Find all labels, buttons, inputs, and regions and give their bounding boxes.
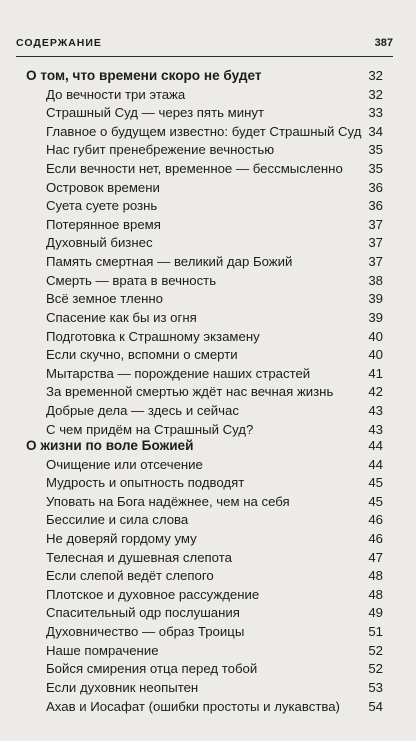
toc-entry-page-number: 49 bbox=[368, 605, 383, 621]
toc-entry-title: Не доверяй гордому уму bbox=[46, 531, 197, 547]
toc-entry bbox=[26, 660, 383, 679]
toc-entry-page-number: 32 bbox=[368, 86, 383, 102]
toc-entry-page-number: 36 bbox=[368, 179, 383, 195]
toc-entry-title: Нас губит пренебрежение вечностью bbox=[46, 142, 275, 158]
toc-entry-page-number: 52 bbox=[368, 661, 383, 677]
toc-entry-page-number: 37 bbox=[368, 216, 383, 232]
toc-section bbox=[26, 437, 383, 716]
toc-entry bbox=[26, 253, 383, 272]
toc-entry-title: Спасение как бы из огня bbox=[46, 309, 197, 325]
toc-entry bbox=[26, 511, 383, 530]
toc-entry bbox=[26, 328, 383, 347]
toc-entry-title: Ахав и Иосафат (ошибки простоты и лукавства) bbox=[46, 698, 340, 714]
toc-entry bbox=[26, 623, 383, 642]
toc-entry-page-number: 33 bbox=[368, 105, 383, 121]
toc-entry bbox=[26, 530, 383, 549]
section-heading-title: О жизни по воле Божией bbox=[26, 438, 194, 453]
toc-entry-title: Спасительный одр послушания bbox=[46, 605, 240, 621]
toc-entry-page-number: 39 bbox=[368, 309, 383, 325]
toc-entry bbox=[26, 698, 383, 717]
toc-entry bbox=[26, 160, 383, 179]
toc-entry-page-number: 52 bbox=[368, 642, 383, 658]
toc-entry bbox=[26, 86, 383, 105]
toc-entry-page-number: 36 bbox=[368, 198, 383, 214]
toc-entry-page-number: 35 bbox=[368, 142, 383, 158]
toc-entry-page-number: 45 bbox=[368, 493, 383, 509]
toc-entry-title: Если духовник неопытен bbox=[46, 679, 199, 695]
toc-entry-title: До вечности три этажа bbox=[46, 86, 186, 102]
toc-entry-title: Добрые дела — здесь и сейчас bbox=[46, 402, 239, 418]
toc-entry bbox=[26, 402, 383, 421]
toc-entry-title: Подготовка к Страшному экзамену bbox=[46, 328, 260, 344]
toc-entry-page-number: 44 bbox=[368, 456, 383, 472]
toc-entry-page-number: 53 bbox=[368, 679, 383, 695]
toc-entry-page-number: 45 bbox=[368, 475, 383, 491]
toc-entry bbox=[26, 365, 383, 384]
toc-entry-page-number: 43 bbox=[368, 421, 383, 437]
toc-entry bbox=[26, 216, 383, 235]
toc-entry bbox=[26, 272, 383, 291]
toc-entry-title: Плотское и духовное рассуждение bbox=[46, 586, 260, 602]
toc-entry-page-number: 48 bbox=[368, 568, 383, 584]
toc-entry bbox=[26, 141, 383, 160]
toc-entry-title: Всё земное тленно bbox=[46, 291, 163, 307]
toc-entry-title: Суета суете рознь bbox=[46, 198, 158, 214]
toc-entry bbox=[26, 104, 383, 123]
toc-entry-title: Главное о будущем известно: будет Страшный Суд bbox=[46, 123, 362, 139]
toc-entry-page-number: 51 bbox=[368, 624, 383, 640]
toc-entry-title: Если скучно, вспомни о смерти bbox=[46, 347, 238, 363]
toc-entry-title: Бессилие и сила слова bbox=[46, 512, 189, 528]
toc-entry bbox=[26, 290, 383, 309]
toc-entry bbox=[26, 586, 383, 605]
page-header bbox=[16, 34, 393, 57]
toc-entry-title: Мудрость и опытность подводят bbox=[46, 475, 245, 491]
toc-entry-title: Если слепой ведёт слепого bbox=[46, 568, 214, 584]
toc-entry-title: Мытарства — порождение наших страстей bbox=[46, 365, 311, 381]
toc-entry-title: Духовный бизнес bbox=[46, 235, 153, 251]
toc-entry bbox=[26, 474, 383, 493]
toc-entry-page-number: 40 bbox=[368, 347, 383, 363]
toc-entry-page-number: 42 bbox=[368, 384, 383, 400]
section-heading-title: О том, что времени скоро не будет bbox=[26, 68, 262, 83]
toc-entry-page-number: 37 bbox=[368, 235, 383, 251]
toc-entry bbox=[26, 179, 383, 198]
toc-entry-page-number: 54 bbox=[368, 698, 383, 714]
toc-entry-page-number: 46 bbox=[368, 531, 383, 547]
toc-entry-page-number: 37 bbox=[368, 254, 383, 270]
section-heading bbox=[26, 437, 383, 456]
toc-entry-page-number: 38 bbox=[368, 272, 383, 288]
toc-entry-title: Если вечности нет, временное — бессмысленно bbox=[46, 161, 343, 177]
toc-entry bbox=[26, 123, 383, 142]
toc-entry-title: Уповать на Бога надёжнее, чем на себя bbox=[46, 493, 290, 509]
toc-entry-title: Островок времени bbox=[46, 179, 160, 195]
toc-entry bbox=[26, 197, 383, 216]
header-title: СОДЕРЖАНИЕ bbox=[16, 37, 102, 49]
toc-entry-page-number: 41 bbox=[368, 365, 383, 381]
toc-entry-page-number: 48 bbox=[368, 586, 383, 602]
toc-entry-title: Духовничество — образ Троицы bbox=[46, 624, 245, 640]
section-heading bbox=[26, 67, 383, 86]
toc-entry bbox=[26, 642, 383, 661]
toc-entry bbox=[26, 309, 383, 328]
toc-entry-page-number: 40 bbox=[368, 328, 383, 344]
toc-section bbox=[26, 67, 383, 439]
toc-entry bbox=[26, 549, 383, 568]
toc-entry-title: Смерть — врата в вечность bbox=[46, 272, 217, 288]
toc-entry-title: Бойся смирения отца перед тобой bbox=[46, 661, 258, 677]
toc-entry-title: Наше помрачение bbox=[46, 642, 159, 658]
section-heading-page-number: 44 bbox=[368, 438, 383, 453]
toc-entry-title: Потерянное время bbox=[46, 216, 161, 232]
toc-entry bbox=[26, 383, 383, 402]
toc-entry-page-number: 46 bbox=[368, 512, 383, 528]
toc-entry bbox=[26, 567, 383, 586]
toc-entry bbox=[26, 604, 383, 623]
toc-entry bbox=[26, 346, 383, 365]
toc-entry-page-number: 47 bbox=[368, 549, 383, 565]
page-number: 387 bbox=[374, 37, 393, 49]
toc-entry-title: Память смертная — великий дар Божий bbox=[46, 254, 293, 270]
toc-entry-page-number: 34 bbox=[368, 123, 383, 139]
section-heading-page-number: 32 bbox=[368, 68, 383, 83]
toc-entry-title: За временной смертью ждёт нас вечная жизнь bbox=[46, 384, 334, 400]
toc-entry bbox=[26, 456, 383, 475]
toc-entry-page-number: 35 bbox=[368, 161, 383, 177]
toc-entry-title: Телесная и душевная слепота bbox=[46, 549, 232, 565]
toc-entry bbox=[26, 493, 383, 512]
toc-entry-page-number: 39 bbox=[368, 291, 383, 307]
toc-entry-page-number: 43 bbox=[368, 402, 383, 418]
toc-entry-title: С чем придём на Страшный Суд? bbox=[46, 421, 254, 437]
toc-entry-title: Страшный Суд — через пять минут bbox=[46, 105, 264, 121]
toc-entry bbox=[26, 679, 383, 698]
toc-entry bbox=[26, 234, 383, 253]
toc-entry-title: Очищение или отсечение bbox=[46, 456, 203, 472]
